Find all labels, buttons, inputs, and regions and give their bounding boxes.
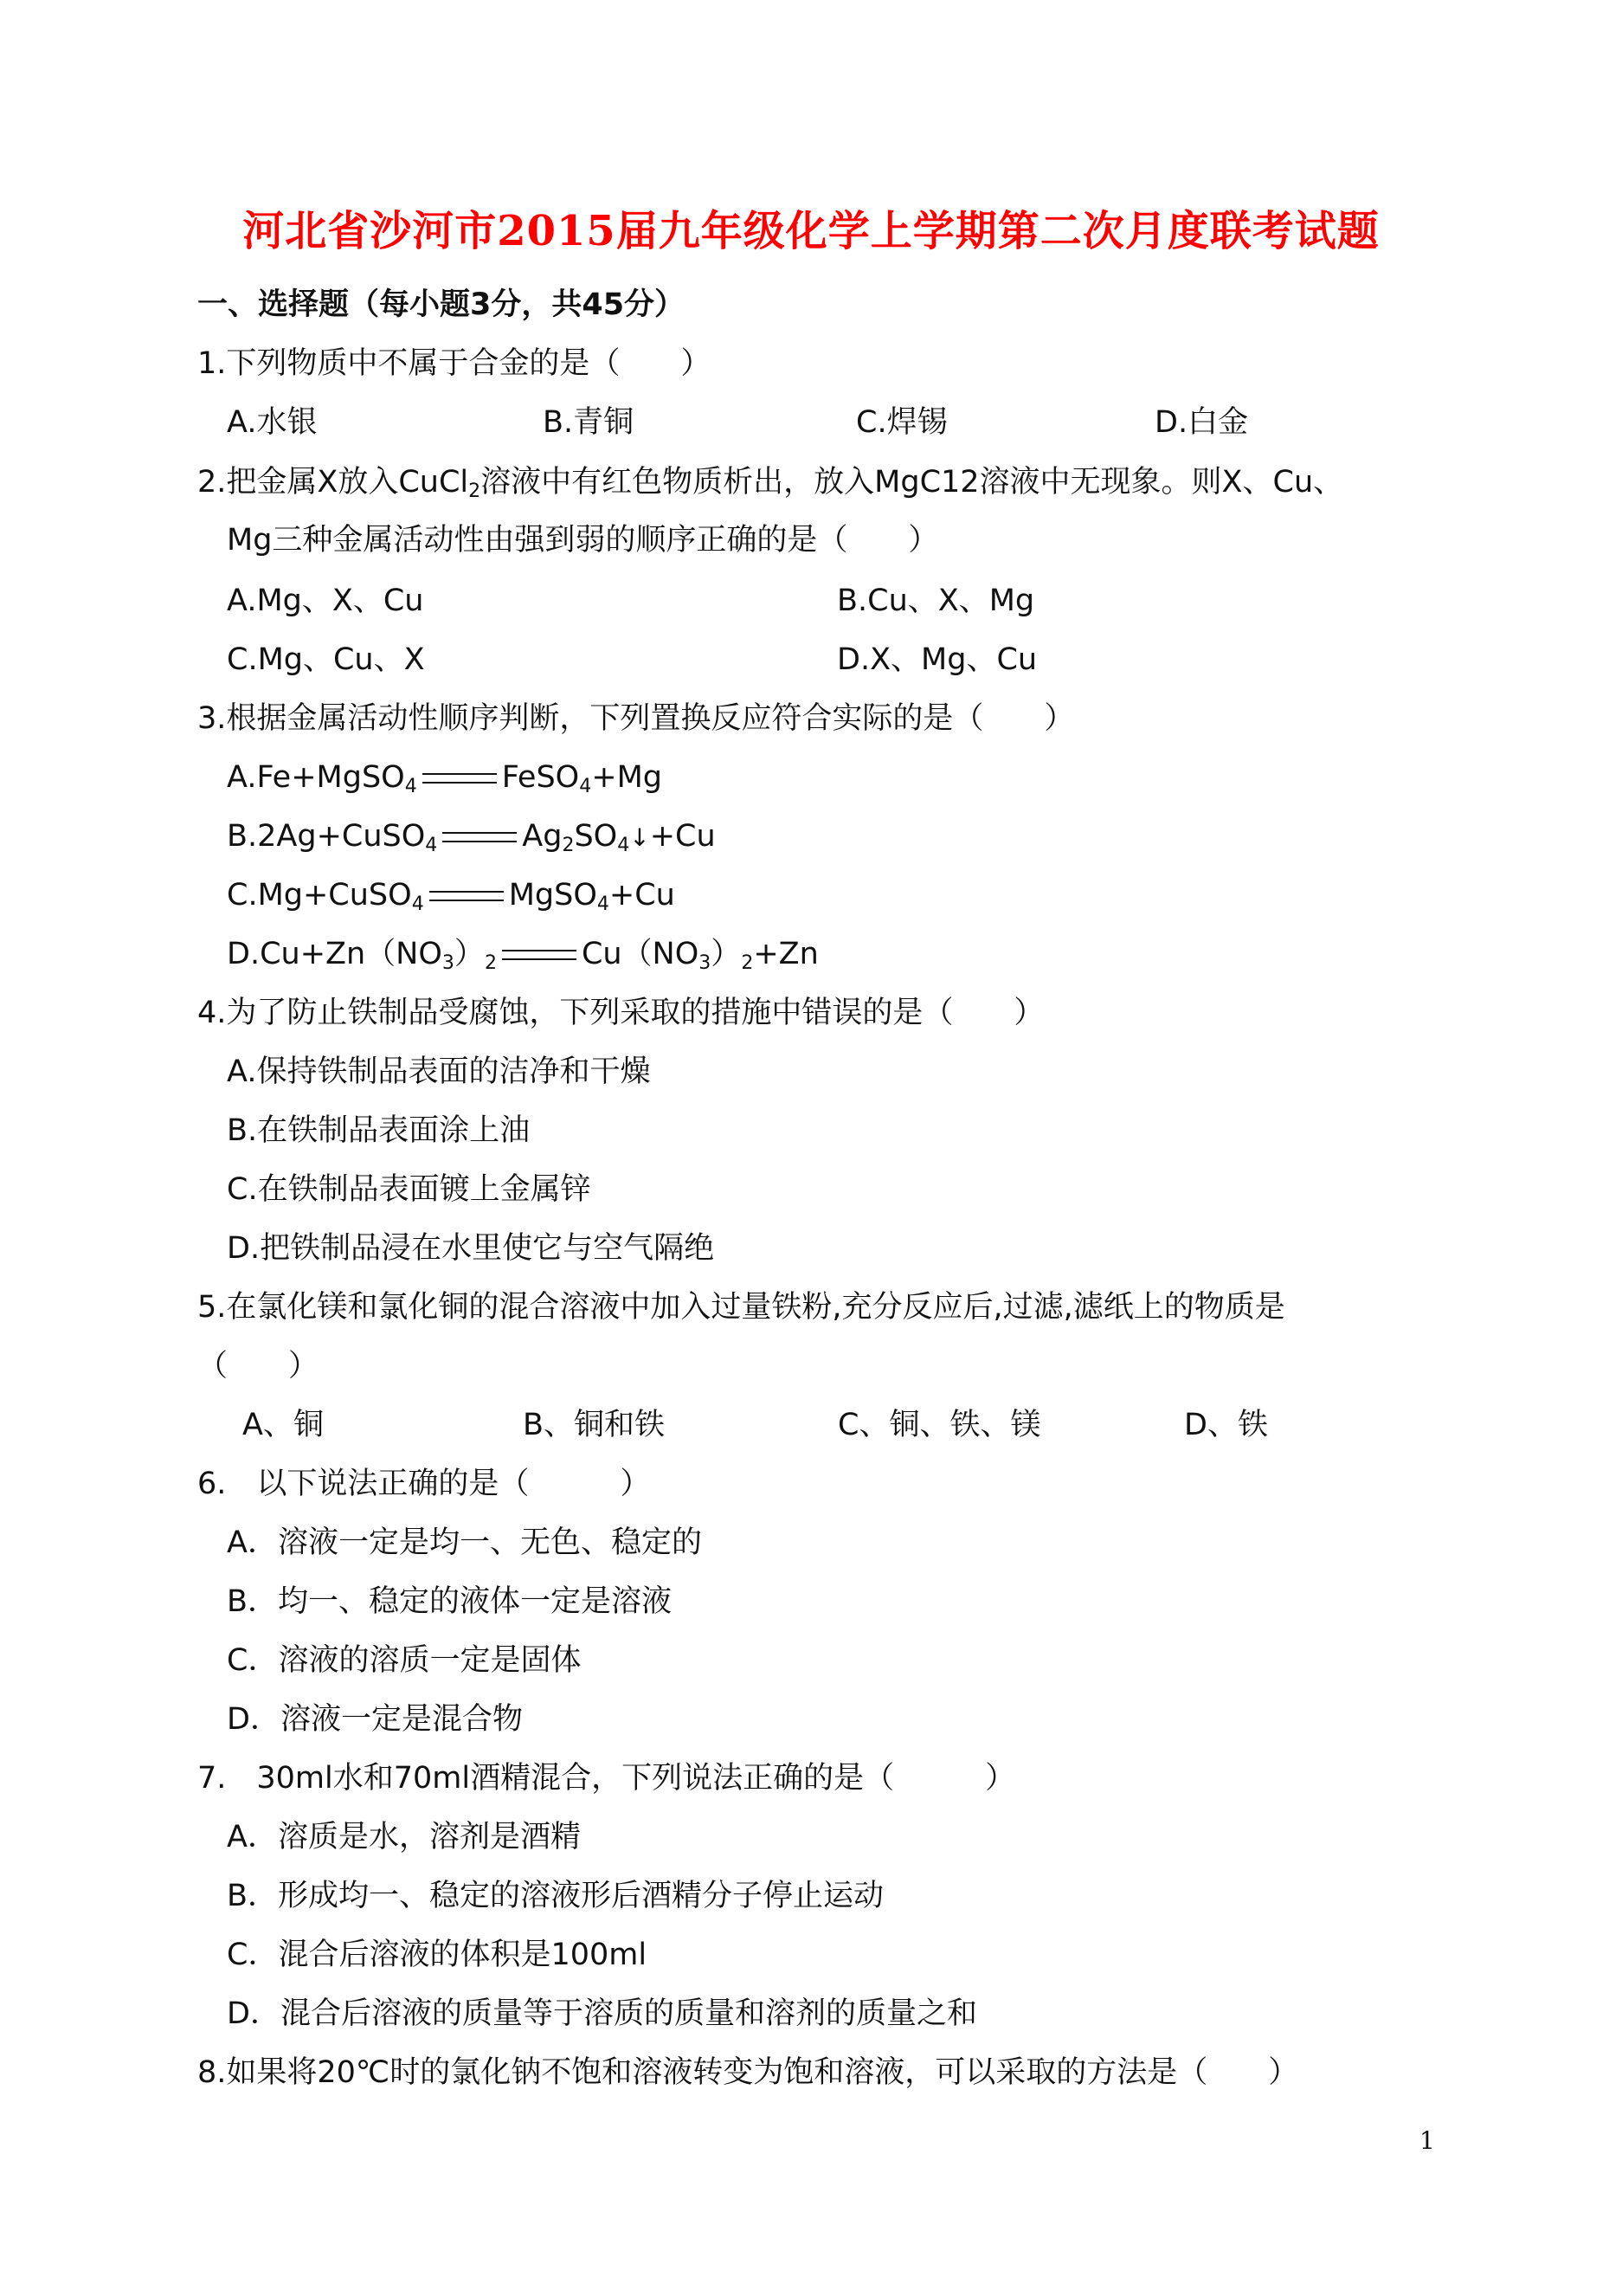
q7-stem: 7. 30ml水和70ml酒精混合，下列说法正确的是（ ） bbox=[197, 1761, 1016, 1796]
equals-sign bbox=[442, 832, 517, 842]
q5-stem: 5.在氯化镁和氯化铜的混合溶液中加入过量铁粉,充分反应后,过滤,滤纸上的物质是 bbox=[197, 1290, 1285, 1325]
q3-d-product-sub2: 2 bbox=[741, 952, 754, 974]
q3-b-product-sub1: 2 bbox=[562, 835, 575, 856]
q3-b-products-tail: +Cu bbox=[649, 819, 716, 854]
q4-stem: 4.为了防止铁制品受腐蚀，下列采取的措施中错误的是（ ） bbox=[197, 996, 1045, 1030]
q2-option-a: A.Mg、X、Cu bbox=[227, 584, 424, 618]
q3-a-products: FeSO bbox=[501, 760, 580, 795]
q7-option-a: A．溶质是水，溶剂是酒精 bbox=[227, 1820, 581, 1854]
q7-option-c: C．混合后溶液的体积是100ml bbox=[227, 1938, 647, 1972]
equals-sign bbox=[502, 950, 576, 960]
q1-stem: 1.下列物质中不属于合金的是（ ） bbox=[197, 346, 711, 381]
q4-option-c: C.在铁制品表面镀上金属锌 bbox=[227, 1172, 591, 1207]
q3-option-c bbox=[227, 876, 675, 914]
q5-option-c: C、铜、铁、镁 bbox=[838, 1408, 1041, 1442]
q2-stem-line2: Mg三种金属活动性由强到弱的顺序正确的是（ ） bbox=[227, 523, 939, 558]
q3-stem: 3.根据金属活动性顺序判断，下列置换反应符合实际的是（ ） bbox=[197, 701, 1075, 736]
q3-d-products: Cu（NO bbox=[581, 937, 699, 971]
q2-option-d: D.X、Mg、Cu bbox=[837, 642, 1038, 677]
q7-option-b: B．形成均一、稳定的溶液形后酒精分子停止运动 bbox=[227, 1879, 885, 1913]
equals-sign bbox=[429, 891, 504, 901]
q7-option-d: D．混合后溶液的质量等于溶质的质量和溶剂的质量之和 bbox=[227, 1996, 977, 2031]
q2-option-b: B.Cu、X、Mg bbox=[837, 584, 1035, 618]
equals-sign bbox=[422, 773, 497, 784]
q4-option-d: D.把铁制品浸在水里使它与空气隔绝 bbox=[227, 1231, 715, 1266]
q5-stem-line2: （ ） bbox=[197, 1349, 319, 1383]
q3-option-b bbox=[227, 817, 716, 857]
q6-option-c: C．溶液的溶质一定是固体 bbox=[227, 1643, 582, 1678]
document-title: 河北省沙河市2015届九年级化学上学期第二次月度联考试题 bbox=[242, 207, 1380, 255]
precipitate-arrow-icon: ↓ bbox=[629, 823, 650, 852]
q4-option-b: B.在铁制品表面涂上油 bbox=[227, 1113, 531, 1148]
q3-a-reactants: A.Fe+MgSO bbox=[227, 760, 405, 795]
q1-option-b: B.青铜 bbox=[543, 405, 634, 440]
q2-stem-post: 溶液中有红色物质析出，放入MgC12溶液中无现象。则X、Cu、 bbox=[480, 465, 1344, 500]
q2-stem bbox=[197, 463, 1343, 501]
q3-d-products-tail: +Zn bbox=[753, 937, 819, 971]
q2-option-c: C.Mg、Cu、X bbox=[227, 642, 425, 677]
q1-option-a: A.水银 bbox=[227, 405, 318, 440]
q3-b-reactant-sub: 4 bbox=[425, 835, 438, 856]
q5-option-b: B、铜和铁 bbox=[523, 1408, 666, 1442]
q1-option-c: C.焊锡 bbox=[856, 405, 948, 440]
q6-option-a: A．溶液一定是均一、无色、稳定的 bbox=[227, 1525, 702, 1560]
page-number: 1 bbox=[1419, 2126, 1435, 2155]
q8-stem: 8.如果将20℃时的氯化钠不饱和溶液转变为饱和溶液，可以采取的方法是（ ） bbox=[197, 2055, 1299, 2090]
q6-option-d: D．溶液一定是混合物 bbox=[227, 1702, 523, 1737]
q3-d-products-mid: ） bbox=[711, 937, 742, 971]
q2-stem-pre: 2.把金属X放入CuCl bbox=[197, 465, 469, 500]
q3-b-products-mid: SO bbox=[574, 819, 618, 854]
q3-option-a bbox=[227, 758, 662, 797]
q4-option-a: A.保持铁制品表面的洁净和干燥 bbox=[227, 1054, 651, 1089]
q3-a-products-tail: +Mg bbox=[591, 760, 662, 795]
q3-c-reactants: C.Mg+CuSO bbox=[227, 878, 412, 913]
q3-c-products: MgSO bbox=[508, 878, 597, 913]
q3-d-reactant-sub1: 3 bbox=[441, 952, 454, 974]
q3-b-products: Ag bbox=[522, 819, 563, 854]
q3-d-reactants: D.Cu+Zn（NO bbox=[227, 937, 442, 971]
q6-option-b: B．均一、稳定的液体一定是溶液 bbox=[227, 1584, 673, 1619]
q1-option-d: D.白金 bbox=[1155, 405, 1249, 440]
q3-d-reactants-mid: ） bbox=[454, 937, 485, 971]
q3-c-reactant-sub: 4 bbox=[411, 893, 424, 915]
q3-d-reactant-sub2: 2 bbox=[484, 952, 497, 974]
q3-option-d bbox=[227, 935, 819, 973]
q3-d-product-sub1: 3 bbox=[698, 952, 711, 974]
q2-stem-subscript: 2 bbox=[468, 480, 481, 502]
section-heading: 一、选择题（每小题3分，共45分） bbox=[197, 287, 685, 322]
q3-b-reactants: B.2Ag+CuSO bbox=[227, 819, 426, 854]
q3-c-products-tail: +Cu bbox=[608, 878, 675, 913]
q3-a-product-sub: 4 bbox=[579, 776, 592, 797]
q6-stem: 6. 以下说法正确的是（ ） bbox=[197, 1467, 651, 1501]
q3-c-product-sub: 4 bbox=[596, 893, 609, 915]
q5-option-d: D、铁 bbox=[1184, 1408, 1268, 1442]
q3-b-product-sub2: 4 bbox=[617, 835, 630, 856]
q5-option-a: A、铜 bbox=[242, 1408, 324, 1442]
q3-a-reactant-sub: 4 bbox=[404, 776, 417, 797]
